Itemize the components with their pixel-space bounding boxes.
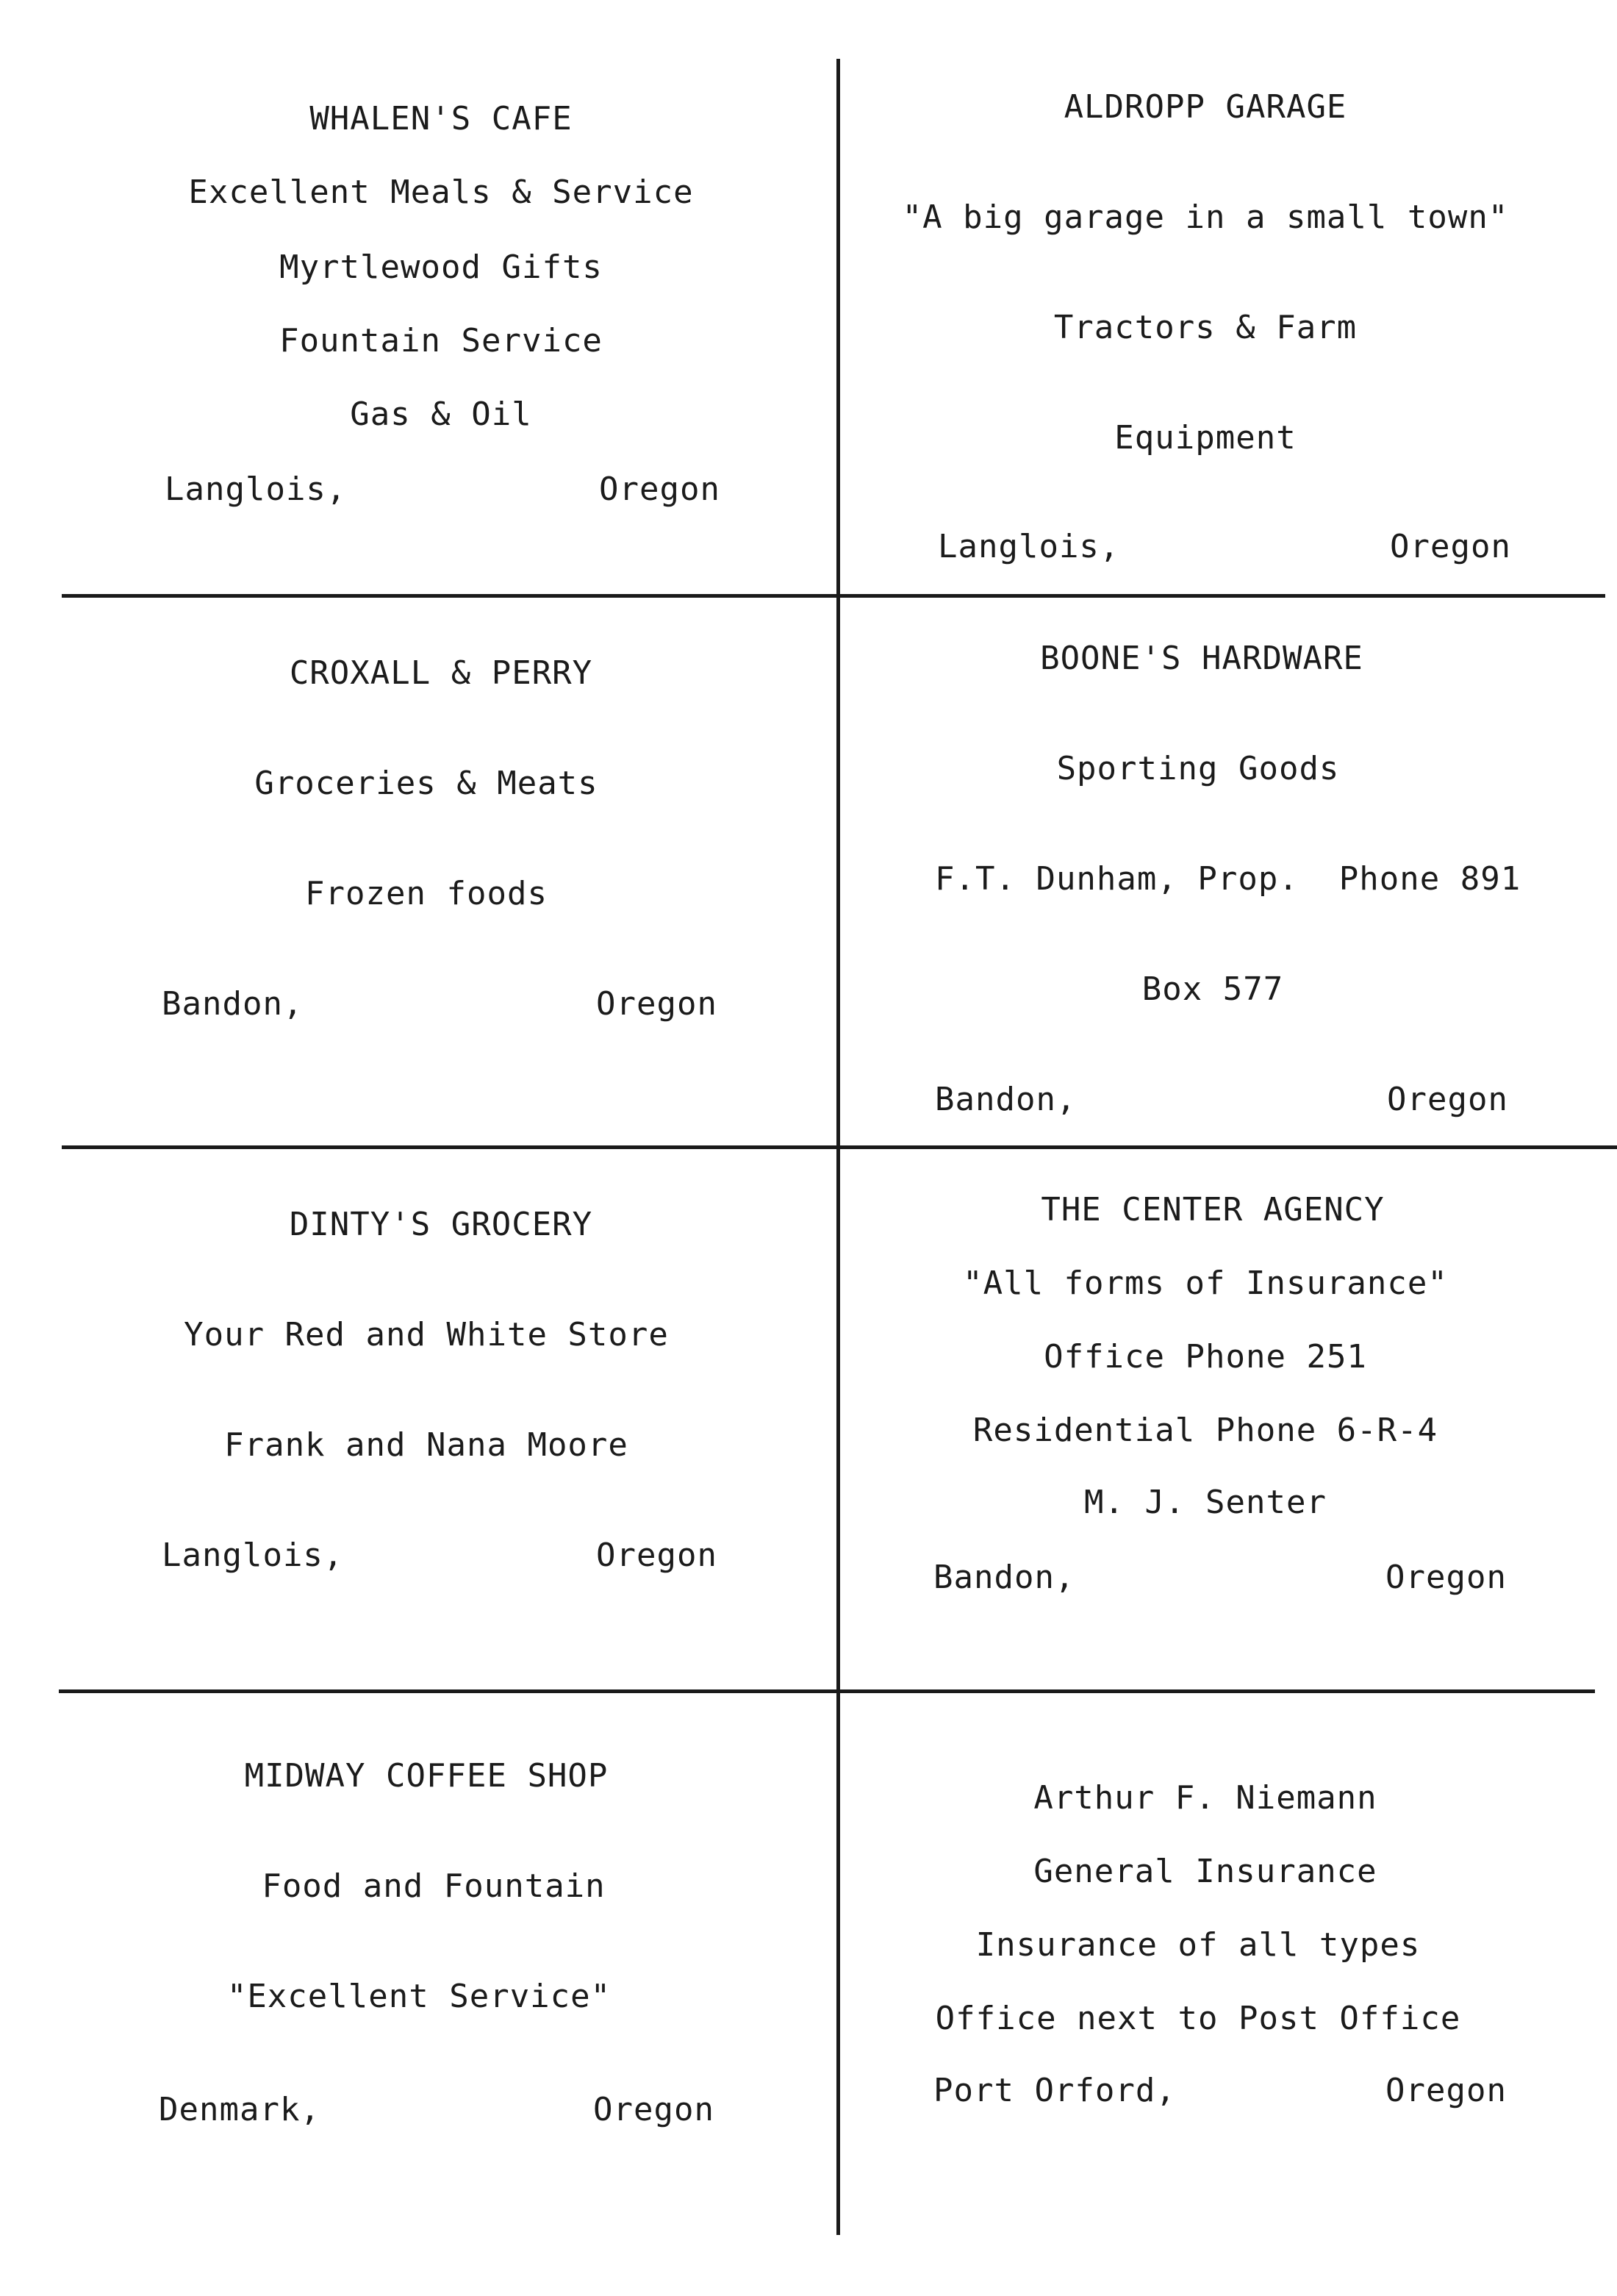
ad-line: Myrtlewood Gifts xyxy=(279,248,603,286)
city-name: Port Orford, xyxy=(933,2072,1176,2109)
ad-line: "A big garage in a small town" xyxy=(902,199,1509,236)
ad-title: WHALEN'S CAFE xyxy=(309,100,573,137)
state-name: Oregon xyxy=(596,985,717,1023)
ad-title: Arthur F. Niemann xyxy=(1033,1779,1377,1817)
state-name: Oregon xyxy=(1385,2072,1507,2109)
ad-line: Tractors & Farm xyxy=(1053,309,1358,346)
ad-line: Sporting Goods xyxy=(1056,750,1340,787)
ad-line: Insurance of all types xyxy=(975,1926,1421,1964)
city-name: Langlois, xyxy=(165,471,347,508)
ad-title: DINTY'S GROCERY xyxy=(289,1206,593,1243)
ad-title: THE CENTER AGENCY xyxy=(1041,1191,1385,1229)
ad-line: General Insurance xyxy=(1033,1853,1377,1890)
ad-location xyxy=(165,471,720,509)
ad-location xyxy=(162,985,717,1023)
ad-line: Groceries & Meats xyxy=(254,765,598,802)
city-name: Denmark, xyxy=(159,2091,320,2128)
ad-title: ALDROPP GARAGE xyxy=(1064,88,1347,126)
state-name: Oregon xyxy=(1390,528,1511,565)
city-name: Bandon, xyxy=(933,1559,1075,1596)
row-divider-2 xyxy=(62,1145,1617,1149)
ad-line: Residential Phone 6-R-4 xyxy=(972,1412,1438,1449)
ad-location xyxy=(935,1081,1508,1119)
ad-line: Fountain Service xyxy=(279,322,603,360)
ad-title: BOONE'S HARDWARE xyxy=(1040,640,1363,677)
city-name: Langlois, xyxy=(938,528,1120,565)
ad-line: Food and Fountain xyxy=(262,1867,606,1905)
ad-location xyxy=(938,528,1511,566)
ad-location xyxy=(933,2072,1507,2110)
ad-line: Office next to Post Office xyxy=(935,2000,1461,2037)
ad-location xyxy=(933,1559,1507,1597)
ad-line: Frank and Nana Moore xyxy=(224,1426,628,1464)
ad-title: CROXALL & PERRY xyxy=(289,654,593,692)
state-name: Oregon xyxy=(1387,1081,1508,1118)
ad-title: MIDWAY COFFEE SHOP xyxy=(244,1757,609,1795)
city-name: Bandon, xyxy=(935,1081,1077,1118)
ad-line: Gas & Oil xyxy=(350,396,532,433)
ad-line: "Excellent Service" xyxy=(226,1978,612,2015)
city-name: Langlois, xyxy=(162,1537,344,1574)
state-name: Oregon xyxy=(593,2091,714,2128)
ad-line: Office Phone 251 xyxy=(1044,1338,1367,1376)
ad-line: "All forms of Insurance" xyxy=(963,1265,1448,1302)
row-divider-3 xyxy=(59,1689,1595,1693)
row-divider-1 xyxy=(62,594,1605,598)
state-name: Oregon xyxy=(1385,1559,1507,1596)
ad-line: Box 577 xyxy=(1141,970,1284,1008)
ad-line: Frozen foods xyxy=(305,875,548,912)
ad-line: F.T. Dunham, Prop. Phone 891 xyxy=(935,860,1521,898)
state-name: Oregon xyxy=(596,1537,717,1574)
state-name: Oregon xyxy=(599,471,720,508)
ad-location xyxy=(159,2091,714,2129)
ad-line: Equipment xyxy=(1114,419,1297,457)
ad-line: Excellent Meals & Service xyxy=(188,174,694,211)
ad-line: Your Red and White Store xyxy=(184,1316,669,1353)
ad-location xyxy=(162,1537,717,1575)
city-name: Bandon, xyxy=(162,985,304,1023)
ad-line: M. J. Senter xyxy=(1084,1484,1327,1521)
